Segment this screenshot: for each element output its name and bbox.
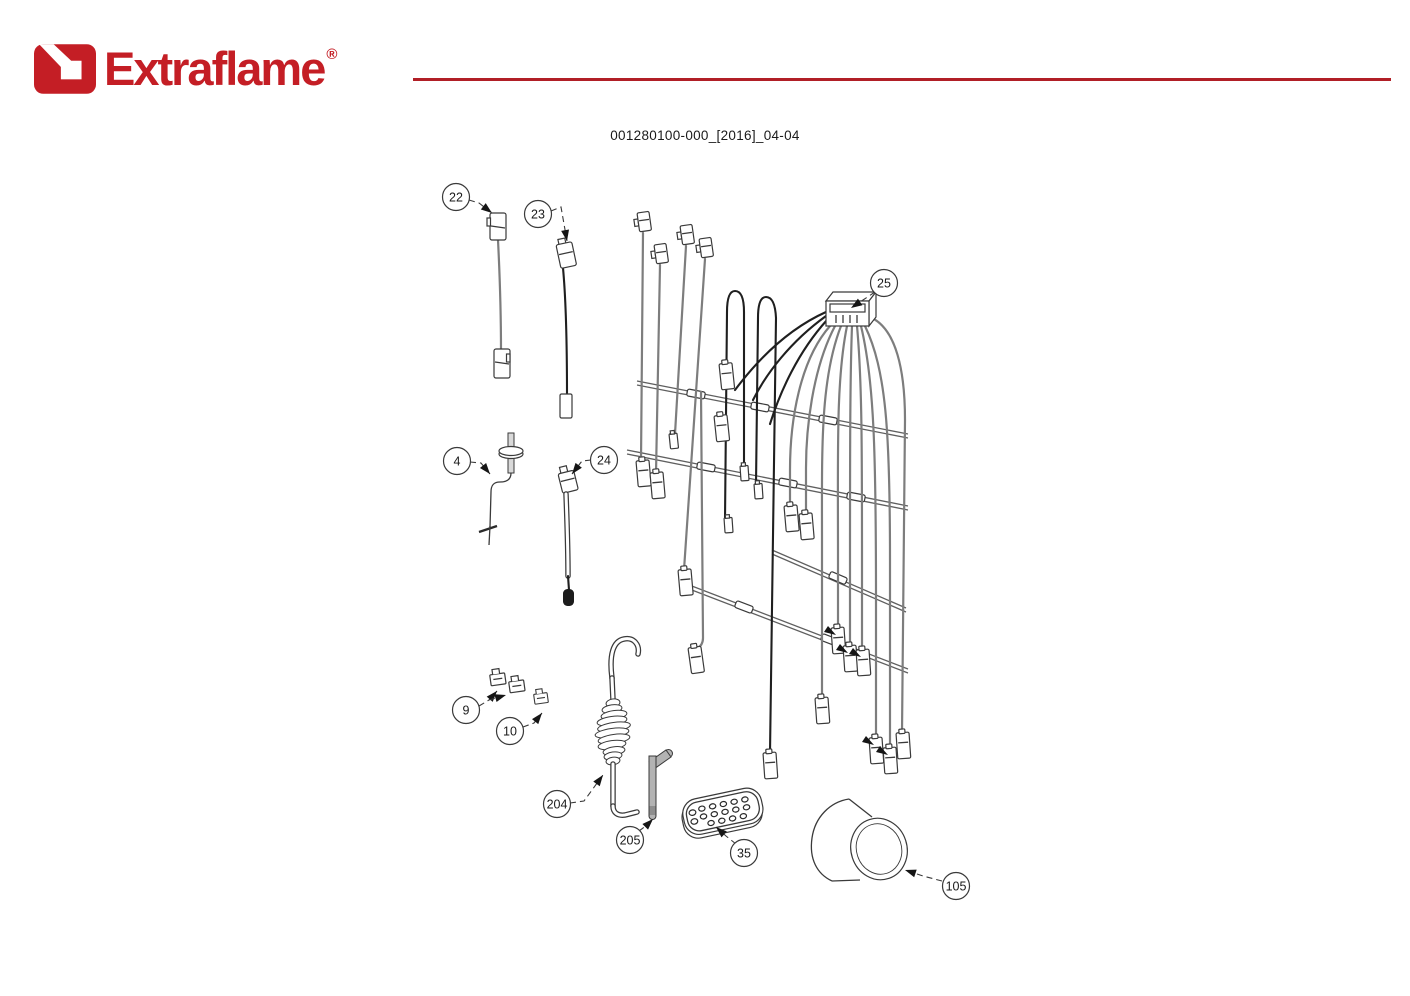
callout-22 — [443, 184, 493, 214]
part-105-cylinder-fitting — [811, 799, 915, 887]
part-205-allen-key — [649, 750, 673, 820]
part-25-wiring-harness — [627, 211, 911, 779]
svg-text:22: 22 — [449, 190, 463, 205]
svg-text:24: 24 — [597, 453, 611, 468]
svg-text:35: 35 — [737, 846, 751, 861]
part-10-clip — [533, 688, 548, 704]
svg-text:105: 105 — [945, 879, 967, 894]
part-204-cleaning-brush — [595, 639, 639, 815]
drawing-title: 001280100-000_[2016]_04-04 — [610, 128, 800, 143]
part-9-clips — [489, 668, 525, 693]
registered-mark: ® — [326, 46, 338, 63]
callout-105 — [905, 870, 970, 900]
svg-text:205: 205 — [619, 833, 641, 848]
part-22-cable — [487, 213, 510, 378]
svg-text:25: 25 — [877, 276, 891, 291]
part-24-probe-cable — [557, 464, 579, 606]
callout-24 — [572, 447, 618, 475]
svg-text:4: 4 — [453, 454, 461, 469]
svg-text:204: 204 — [546, 797, 568, 812]
callout-23 — [525, 201, 570, 242]
callout-205 — [617, 819, 654, 854]
callout-4 — [444, 448, 491, 475]
callout-9 — [453, 691, 507, 724]
part-23-cable — [555, 237, 577, 418]
svg-text:9: 9 — [462, 703, 470, 718]
callout-10 — [497, 713, 543, 745]
callout-204 — [544, 775, 604, 818]
svg-text:23: 23 — [531, 207, 545, 222]
brand-name: Extraflame — [104, 42, 325, 95]
callout-35 — [716, 827, 758, 867]
part-4-sensor-rod — [479, 433, 523, 545]
svg-text:10: 10 — [503, 724, 517, 739]
